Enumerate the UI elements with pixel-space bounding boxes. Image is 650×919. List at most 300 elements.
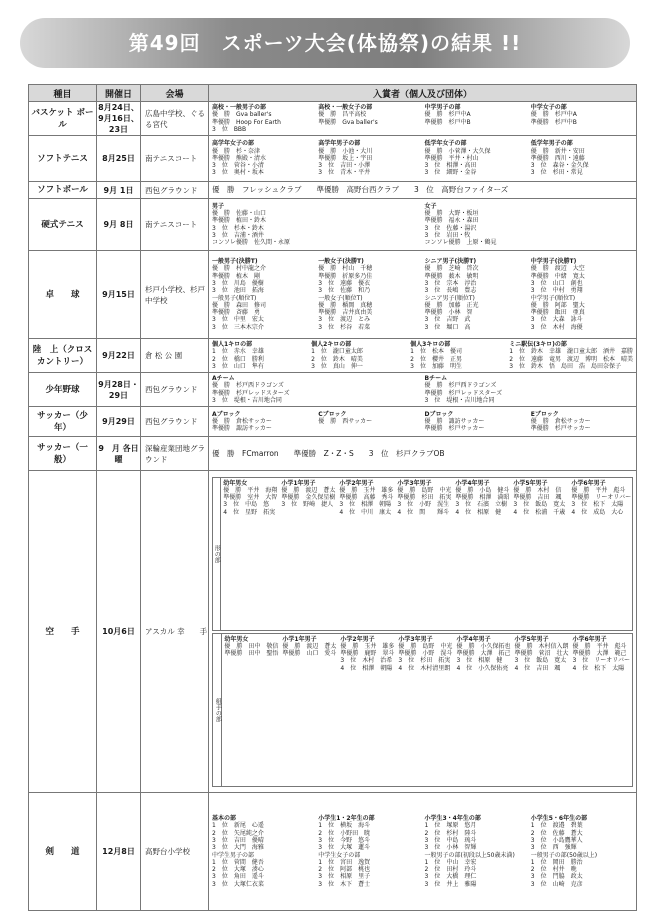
tabletennis-result-line: 準優勝 飯田 亜真 <box>530 309 585 317</box>
karate-1-result-line: 3 位 木村 治希 <box>340 657 393 665</box>
karate-1-block-head: 小学4年男子 <box>456 635 491 643</box>
kendo-result-line: 3 位 大橋 理仁 <box>424 873 477 881</box>
karate-1-block <box>224 636 278 784</box>
karate-0-result-line: 準優勝 高藤 秀斗 <box>339 494 394 502</box>
soccer_youth-result-line: 準優勝 杉戸サッカー <box>424 425 485 433</box>
karate-0-result-line: 準優勝 杉田 拓実 <box>397 494 452 502</box>
event-name-kendo: 剣 道 <box>29 793 97 911</box>
hardtennis-block-head: 男子 <box>212 202 225 210</box>
basketball-block <box>318 104 420 133</box>
title-banner <box>20 18 630 68</box>
softtennis-result-line: 優 勝 新井・安田 <box>530 147 585 155</box>
tabletennis-result-line: 準優勝 植木 剛 <box>212 272 261 280</box>
softtennis-result-line: 準優勝 平井・村山 <box>424 154 479 162</box>
event-venue-basketball: 広島中学校、ぐるる宮代 <box>141 102 209 136</box>
karate-1-result-line: 準優勝 大澤 拓己 <box>456 650 511 658</box>
softtennis-result-line: 3 位 菅谷・小清 <box>212 162 264 170</box>
hardtennis-result-line: コンソレ優勝 上原・鶴見 <box>424 239 497 247</box>
youthbaseball-block <box>425 375 634 404</box>
event-name-youthbaseball: 少年野球 <box>29 373 97 407</box>
soccer_youth-block <box>212 411 314 433</box>
marathon-block <box>311 341 406 370</box>
softtennis-block-head: 高学年男子の部 <box>318 140 361 148</box>
tabletennis-result-line: 3 位 吉野 武 <box>424 316 471 324</box>
softtennis-result-line: 3 位 青木・平井 <box>318 169 371 177</box>
kendo-result-line: 3 位 相原 里子 <box>318 873 371 881</box>
row-tabletennis <box>29 251 637 339</box>
kendo-result-line: 2 位 杉村 陸斗 <box>424 829 477 837</box>
event-venue-soccer_general: 深輪産業団地グラウンド <box>141 437 209 471</box>
karate-0-block-head: 小学1年男子 <box>281 479 316 487</box>
event-venue-tabletennis: 杉戸小学校、杉戸中学校 <box>141 251 209 339</box>
karate-1-result-line: 優 勝 木村信入朗 <box>514 642 569 650</box>
kendo-result-line: 3 位 西 強輝 <box>530 844 577 852</box>
karate-0-result-line: 3 位 石濱 立樹 <box>455 501 508 509</box>
soccer_youth-result-line: 準優勝 杉戸サッカー <box>530 425 591 433</box>
karate-1-result-line: 4 位 松下 太陽 <box>572 664 625 672</box>
tabletennis-result-line: 優 勝 村山 千穂 <box>318 265 373 273</box>
tabletennis-result-line: 準優勝 斉藤 勇 <box>212 309 261 317</box>
event-results-soccer_general <box>209 437 637 471</box>
kendo-result-line: 3 位 小林 智輝 <box>424 844 477 852</box>
event-name-softball: ソフトボール <box>29 182 97 199</box>
karate-0-result-line: 4 位 中川 康太 <box>339 508 392 516</box>
soccer_youth-blocks <box>212 411 633 433</box>
youthbaseball-result-line: 3 位 堤根・吉川地合同 <box>424 396 495 404</box>
karate-1-result-line: 優 勝 玉井 雄多 <box>340 642 395 650</box>
tabletennis-block <box>425 258 527 331</box>
marathon-result-line: 1 位 瀧口童太郎 <box>311 348 363 356</box>
kendo-result-line: 3 位 門脇 政太 <box>530 873 583 881</box>
kendo-result-line: 2 位 田村 玲斗 <box>424 866 477 874</box>
tabletennis-block <box>212 258 314 331</box>
tabletennis-result-line: 一般女子(順位T) <box>318 294 363 302</box>
karate-0-result-line: 4 位 成島 大心 <box>571 508 624 516</box>
row-soccer_youth <box>29 407 637 437</box>
kendo-result-line: 1 位 菅間 健吾 <box>212 858 264 866</box>
kendo-result-line: 3 位 木下 蒼士 <box>318 880 371 888</box>
karate-1-block-head: 小学5年男子 <box>514 635 549 643</box>
softtennis-result-line: 優 勝 小菅澤・大久保 <box>424 147 491 155</box>
karate-0-block-head: 小学6年男子 <box>571 479 606 487</box>
tabletennis-result-line: 3 位 中村 勇翔 <box>530 287 583 295</box>
marathon-result-line: 1 位 鈴木 幸雄 瀧口童太郎 酒井 嘉勝 <box>509 348 634 356</box>
soccer_youth-block-head: Cブロック <box>318 410 347 418</box>
karate-0-result-line: 4 位 松浦 千歳 <box>513 508 566 516</box>
karate-0-result-line: 優 勝 木村 信 <box>513 486 568 494</box>
event-results-tabletennis <box>209 251 637 339</box>
basketball-result-line: 優 勝 昌平高校 <box>318 111 367 119</box>
tabletennis-result-line: 中学男子(順位T) <box>530 294 576 302</box>
karate-1-result-line: 準優勝 小野 滉斗 <box>398 650 453 658</box>
event-name-tabletennis: 卓 球 <box>29 251 97 339</box>
soccer_youth-block <box>318 411 420 433</box>
hardtennis-result-line: 優 勝 大野・板垣 <box>424 209 479 217</box>
kendo-block <box>531 815 633 888</box>
header-date: 開催日 <box>97 85 141 102</box>
soccer_youth-result-line: 準優勝 諏訪サッカー <box>212 425 272 433</box>
softtennis-result-line: 準優勝 坂上・宇田 <box>318 154 373 162</box>
marathon-result-line: 3 位 鈴木 悟 島田 浩 島田奈保子 <box>509 362 622 370</box>
tabletennis-block-head: 一般男子(決勝T) <box>212 258 258 266</box>
marathon-result-line: 2 位 鈴木 晴美 <box>311 355 363 363</box>
kendo-result-line: 1 位 宮田 逸賀 <box>318 858 371 866</box>
youthbaseball-blocks <box>212 375 633 404</box>
tabletennis-result-line: 3 位 渡辺 とみ <box>318 316 371 324</box>
marathon-block-head: 個人3キロの部 <box>410 340 451 348</box>
tabletennis-result-line: 準優勝 吉井真由美 <box>318 309 373 317</box>
karate-1-result-line: 準優勝 菅沼 壮大 <box>514 650 569 658</box>
kendo-result-line: 3 位 中島 琉斗 <box>424 836 477 844</box>
softtennis-block <box>531 140 633 176</box>
soccer_youth-block <box>531 411 633 433</box>
kendo-result-line: 3 位 大塚仁衣菜 <box>212 880 264 888</box>
softtennis-result-line: 3 位 細野・金谷 <box>424 169 477 177</box>
kendo-result-line: 一般男子の部(初段以上50歳未満) <box>424 851 515 859</box>
hardtennis-result-line: 準優勝 植田・鈴木 <box>212 217 267 225</box>
kendo-result-line: 1 位 渡邉 碧葉 <box>530 822 583 830</box>
tabletennis-block-head: 一般女子(決勝T) <box>318 258 364 266</box>
youthbaseball-result-line: 3 位 堤根・吉川地合同 <box>212 396 282 404</box>
kendo-result-line: 3 位 大門 海雅 <box>212 844 264 852</box>
karate-section-label: 形の部 <box>213 478 221 630</box>
marathon-result-line: 2 位 遠藤 竜男 渡辺 博明 松本 晴美 <box>509 355 634 363</box>
event-name-soccer_general: サッカー（一 般） <box>29 437 97 471</box>
marathon-block-head: ミニ駅伝(3キロ)の部 <box>509 340 567 348</box>
karate-0-result-line: 優 勝 渡辺 蒼太 <box>281 486 336 494</box>
karate-0-block <box>281 480 335 628</box>
marathon-result-line: 2 位 櫻井 正男 <box>410 355 462 363</box>
tabletennis-result-line: 準優勝 小林 智 <box>424 309 473 317</box>
softtennis-result-line: 3 位 杉田・常見 <box>530 169 583 177</box>
soccer_youth-result-line: 優 勝 西サッカー <box>318 417 373 425</box>
kendo-result-line: 2 位 阿部 桃也 <box>318 866 371 874</box>
page-title: 第49回 スポーツ大会(体協祭)の結果 !! <box>128 31 522 55</box>
marathon-block-head: 個人1キロの部 <box>212 340 253 348</box>
basketball-result-line: 優 勝 杉戸中A <box>530 111 577 119</box>
event-results-basketball <box>209 102 637 136</box>
karate-1-result-line: 優 勝 島野 中光 <box>398 642 453 650</box>
karate-0-result-line: 3 位 小野 滉生 <box>397 501 450 509</box>
hardtennis-result-line: コンソレ優勝 佐久間・永原 <box>212 239 291 247</box>
karate-1-blocks <box>222 634 632 786</box>
row-soccer_general <box>29 437 637 471</box>
karate-0-block <box>223 480 277 628</box>
kendo-result-line: 3 位 山崎 克彦 <box>530 880 583 888</box>
karate-1-block-head: 小学6年男子 <box>572 635 607 643</box>
hardtennis-result-line: 3 位 岩田・牧 <box>424 231 471 239</box>
karate-section <box>212 633 633 787</box>
kendo-block-head: 小学生1・2年生の部 <box>318 815 375 823</box>
kendo-result-line: 中学生男子の部 <box>212 851 255 859</box>
karate-0-block <box>455 480 509 628</box>
event-date-soccer_general: 9 月 各日曜 <box>97 437 141 471</box>
event-results-softtennis <box>209 136 637 182</box>
karate-1-result-line: 準優勝 鹿野 翠斗 <box>340 650 395 658</box>
karate-0-result-line: 優 勝 小島 健斗 <box>455 486 510 494</box>
softtennis-result-line: 3 位 奥村・坂本 <box>212 169 264 177</box>
karate-0-block-head: 小学2年男子 <box>339 479 374 487</box>
tabletennis-result-line: 準優勝 薮木 敏明 <box>424 272 479 280</box>
soccer_youth-result-line: 優 勝 倉松サッカー <box>212 417 272 425</box>
basketball-result-line: 優 勝 Gva baller's <box>212 111 272 119</box>
marathon-block <box>509 341 633 370</box>
kendo-block <box>318 815 420 888</box>
softtennis-result-line: 準優勝 西川・遠藤 <box>530 154 585 162</box>
row-softtennis <box>29 136 637 182</box>
softtennis-block <box>425 140 527 176</box>
hardtennis-result-line: 準優勝 福永・森田 <box>424 217 479 225</box>
hardtennis-result-line: 3 位 吉浦・酒井 <box>212 231 264 239</box>
karate-0-result-line: 3 位 中島 悠 <box>223 501 270 509</box>
kendo-blocks <box>212 815 633 888</box>
karate-0-result-line: 3 位 相澤 朝陽 <box>339 501 392 509</box>
basketball-block-head: 中学男子の部 <box>424 103 461 111</box>
soccer_youth-block-head: Eブロック <box>530 410 559 418</box>
kendo-result-line: 1 位 岡田 勝治 <box>530 858 583 866</box>
event-date-softtennis: 8月25日 <box>97 136 141 182</box>
basketball-result-line: 優 勝 杉戸中A <box>424 111 471 119</box>
event-results-marathon <box>209 339 637 373</box>
kendo-result-line: 3 位 角田 遥斗 <box>212 873 264 881</box>
marathon-block <box>410 341 505 370</box>
marathon-result-line: 3 位 加藤 明生 <box>410 362 462 370</box>
tabletennis-result-line: 優 勝 渡辺 大空 <box>530 265 585 273</box>
karate-1-block-head: 小学3年男子 <box>398 635 433 643</box>
basketball-result-line: 準優勝 杉戸中B <box>424 118 471 126</box>
event-results-karate <box>209 471 637 793</box>
youthbaseball-block-head: Aチーム <box>212 374 235 382</box>
event-date-tabletennis: 9月15日 <box>97 251 141 339</box>
basketball-block <box>531 104 633 133</box>
tabletennis-result-line: 3 位 川島 優樹 <box>212 279 264 287</box>
event-venue-marathon: 倉 松 公 園 <box>141 339 209 373</box>
karate-0-result-line: 3 位 野崎 捷人 <box>281 501 334 509</box>
softtennis-result-line: 準優勝 熊殿・清水 <box>212 154 267 162</box>
soccer_youth-block <box>425 411 527 433</box>
karate-0-block <box>513 480 567 628</box>
karate-section <box>212 477 633 631</box>
kendo-result-line: 中学生女子の部 <box>318 851 361 859</box>
youthbaseball-result-line: 準優勝 杉戸レッドスターズ <box>212 389 290 397</box>
marathon-result-line: 1 位 赤水 幸雄 <box>212 348 264 356</box>
softtennis-block <box>318 140 420 176</box>
soccer_youth-result-line: 優 勝 諏訪サッカー <box>424 417 485 425</box>
event-results-softball <box>209 182 637 199</box>
karate-0-result-line: 4 位 相原 健 <box>455 508 502 516</box>
karate-1-block <box>340 636 394 784</box>
kendo-result-line: 1 位 新尾 心遥 <box>212 822 264 830</box>
tabletennis-result-line: シニア男子(順位T) <box>424 294 475 302</box>
tabletennis-result-line: 3 位 佐藤 和乃 <box>318 287 371 295</box>
kendo-result-line: 2 位 村井 晩 <box>530 866 577 874</box>
youthbaseball-block-head: Bチーム <box>424 374 448 382</box>
kendo-result-line: 1 位 横坂 海斗 <box>318 822 371 830</box>
karate-0-block-head: 小学3年男子 <box>397 479 432 487</box>
hardtennis-block-head: 女子 <box>424 202 437 210</box>
tabletennis-result-line: 3 位 堀口 高 <box>424 323 471 331</box>
kendo-result-line: 2 位 大塚 湊心 <box>212 866 264 874</box>
event-date-youthbaseball: 9月28日・29日 <box>97 373 141 407</box>
event-venue-youthbaseball: 西包グラウンド <box>141 373 209 407</box>
basketball-block <box>425 104 527 133</box>
karate-0-result-line: 3 位 飯島 寛太 <box>513 501 566 509</box>
tabletennis-result-line: 3 位 杉谷 若菜 <box>318 323 371 331</box>
marathon-blocks <box>212 341 633 370</box>
hardtennis-block <box>425 203 634 247</box>
hardtennis-result-line: 優 勝 佐藤・山口 <box>212 209 267 217</box>
karate-1-result-line: 3 位 リーオリバー <box>572 657 630 665</box>
event-name-karate: 空 手 <box>29 471 97 793</box>
row-hardtennis <box>29 199 637 251</box>
tabletennis-result-line: 3 位 長嶋 豊志 <box>424 287 477 295</box>
tabletennis-result-line: 3 位 大森 詠斗 <box>530 316 583 324</box>
kendo-block-head: 基本の部 <box>212 815 237 823</box>
karate-0-result-line: 準優勝 吉田 颯 <box>513 494 562 502</box>
row-softball <box>29 182 637 199</box>
kendo-result-line: 1 位 塚原 悠月 <box>424 822 477 830</box>
karate-1-block-head: 小学1年男子 <box>282 635 317 643</box>
karate-0-result-line: 優 勝 平井 海翔 <box>223 486 278 494</box>
results-table <box>28 84 637 911</box>
karate-1-result-line: 優 勝 小久保拓也 <box>456 642 511 650</box>
tabletennis-result-line: 優 勝 森田 修司 <box>212 301 267 309</box>
karate-1-result-line: 優 勝 平井 彪斗 <box>572 642 627 650</box>
event-date-hardtennis: 9月 8日 <box>97 199 141 251</box>
marathon-block-head: 個人2キロの部 <box>311 340 352 348</box>
tabletennis-result-line: 3 位 三本木宗介 <box>212 323 264 331</box>
karate-section-label: 組手の部 <box>213 634 222 786</box>
karate-0-result-line: 優 勝 平井 彪斗 <box>571 486 626 494</box>
karate-1-result-line: 4 位 木村清里朗 <box>398 664 451 672</box>
row-basketball <box>29 102 637 136</box>
header-venue: 会場 <box>141 85 209 102</box>
softtennis-block-head: 低学年女子の部 <box>424 140 467 148</box>
basketball-block-head: 高校・一般女子の部 <box>318 103 373 111</box>
karate-1-block-head: 小学2年男子 <box>340 635 375 643</box>
karate-0-result-line: 準優勝 金久保星樹 <box>281 494 336 502</box>
kendo-block-head: 小学生3・4年生の部 <box>424 815 481 823</box>
softtennis-result-line: 3 位 森谷・金久保 <box>530 162 589 170</box>
kendo-result-line: 3 位 吉田 優晴 <box>212 836 264 844</box>
karate-1-result-line: 3 位 飯島 寛太 <box>514 657 567 665</box>
youthbaseball-result-line: 準優勝 杉戸レッドスターズ <box>424 389 503 397</box>
event-date-karate: 10月6日 <box>97 471 141 793</box>
event-results-youthbaseball <box>209 373 637 407</box>
hardtennis-result-line: 3 位 佐藤・湯沢 <box>424 224 477 232</box>
event-venue-kendo: 高野台小学校 <box>141 793 209 911</box>
soccer_general-result-line: 優 勝 FCmarron 準優勝 Z・Z・S 3 位 杉戸クラブOB <box>212 448 445 458</box>
karate-1-block <box>514 636 568 784</box>
karate-1-result-line: 4 位 相澤 朝陽 <box>340 664 393 672</box>
event-date-marathon: 9月22日 <box>97 339 141 373</box>
karate-1-block <box>398 636 452 784</box>
karate-0-block <box>571 480 631 628</box>
event-results-soccer_youth <box>209 407 637 437</box>
tabletennis-block-head: シニア男子(決勝T) <box>424 258 477 266</box>
tabletennis-result-line: 優 勝 楯岡 真穂 <box>318 301 373 309</box>
event-venue-softball: 西包グラウンド <box>141 182 209 199</box>
karate-1-result-line: 4 位 小久保佑亮 <box>456 664 509 672</box>
hardtennis-blocks <box>212 203 633 247</box>
karate-0-result-line: 準優勝 リーオリバー <box>571 494 632 502</box>
softtennis-block <box>212 140 314 176</box>
tabletennis-result-line: 優 勝 阿部 聖大 <box>530 301 585 309</box>
basketball-result-line: 準優勝 杉戸中B <box>530 118 577 126</box>
kendo-result-line: 2 位 佐藤 蒼大 <box>530 829 583 837</box>
youthbaseball-result-line: 優 勝 杉戸西ドラゴンズ <box>212 382 284 390</box>
kendo-result-line: 1 位 中山 幸宏 <box>424 858 477 866</box>
karate-1-block <box>456 636 510 784</box>
softtennis-block-head: 高学年女子の部 <box>212 140 255 148</box>
karate-0-block <box>339 480 393 628</box>
kendo-block-head: 小学生5・6年生の部 <box>530 815 588 823</box>
softtennis-result-line: 優 勝 杉・奈津 <box>212 147 261 155</box>
tabletennis-result-line: 優 勝 加藤 正光 <box>424 301 479 309</box>
karate-0-block-head: 幼年男女 <box>223 479 248 487</box>
karate-0-blocks <box>221 478 633 630</box>
karate-0-result-line: 優 勝 島野 中光 <box>397 486 452 494</box>
softball-result-line: 優 勝 フレッシュクラブ 準優勝 高野台西クラブ 3 位 高野台ファイターズ <box>212 185 509 194</box>
karate-0-result-line: 4 位 関 輝斗 <box>397 508 450 516</box>
karate-0-block-head: 小学5年男子 <box>513 479 548 487</box>
basketball-blocks <box>212 104 633 133</box>
event-date-softball: 9月 1日 <box>97 182 141 199</box>
karate-1-result-line: 優 勝 渡辺 蒼太 <box>282 642 337 650</box>
tabletennis-result-line: 準優勝 折原多乃佳 <box>318 272 373 280</box>
tabletennis-result-line: 優 勝 村中龍之介 <box>212 265 267 273</box>
karate-0-block-head: 小学4年男子 <box>455 479 490 487</box>
youthbaseball-block <box>212 375 421 404</box>
event-name-marathon: 陸 上（クロスカントリー） <box>29 339 97 373</box>
soccer_youth-block-head: Aブロック <box>212 410 241 418</box>
tabletennis-block <box>531 258 633 331</box>
kendo-result-line: 3 位 大塚 蓮斗 <box>318 844 371 852</box>
tabletennis-result-line: 準優勝 中緒 寛太 <box>530 272 585 280</box>
karate-1-result-line: 4 位 吉田 颯 <box>514 664 561 672</box>
tabletennis-result-line: 一般男子(順位T) <box>212 294 257 302</box>
event-name-basketball: バスケット ボール <box>29 102 97 136</box>
karate-1-block <box>572 636 630 784</box>
tabletennis-result-line: 3 位 山口 創也 <box>530 279 583 287</box>
karate-0-result-line: 優 勝 玉井 雄多 <box>339 486 394 494</box>
tabletennis-result-line: 3 位 遠藤 優衣 <box>318 279 371 287</box>
kendo-result-line: 2 位 小野田 暁 <box>318 829 371 837</box>
row-karate <box>29 471 637 793</box>
karate-1-result-line: 3 位 杉田 拓実 <box>398 657 451 665</box>
karate-1-result-line: 優 勝 田中 敬信 <box>224 642 279 650</box>
event-venue-soccer_youth: 西包グラウンド <box>141 407 209 437</box>
marathon-result-line: 2 位 橋口 勝利 <box>212 355 264 363</box>
tabletennis-block <box>318 258 420 331</box>
karate-1-block <box>282 636 336 784</box>
basketball-block-head: 中学女子の部 <box>530 103 567 111</box>
row-youthbaseball <box>29 373 637 407</box>
youthbaseball-result-line: 優 勝 杉戸西ドラゴンズ <box>424 382 497 390</box>
row-kendo <box>29 793 637 911</box>
event-venue-softtennis: 南テニスコート <box>141 136 209 182</box>
tabletennis-result-line: 3 位 中里 宏太 <box>212 316 264 324</box>
karate-0-result-line: 準優勝 相澤 満昭 <box>455 494 510 502</box>
hardtennis-result-line: 3 位 杉本・鈴木 <box>212 224 264 232</box>
event-name-soccer_youth: サッカー（少 年） <box>29 407 97 437</box>
hardtennis-block <box>212 203 421 247</box>
tabletennis-result-line: 3 位 木村 海優 <box>530 323 583 331</box>
event-date-basketball: 8月24日、9月16日、23日 <box>98 103 139 134</box>
row-marathon <box>29 339 637 373</box>
tabletennis-block-head: 中学男子(決勝T) <box>530 258 577 266</box>
soccer_youth-result-line: 優 勝 倉松サッカー <box>530 417 591 425</box>
